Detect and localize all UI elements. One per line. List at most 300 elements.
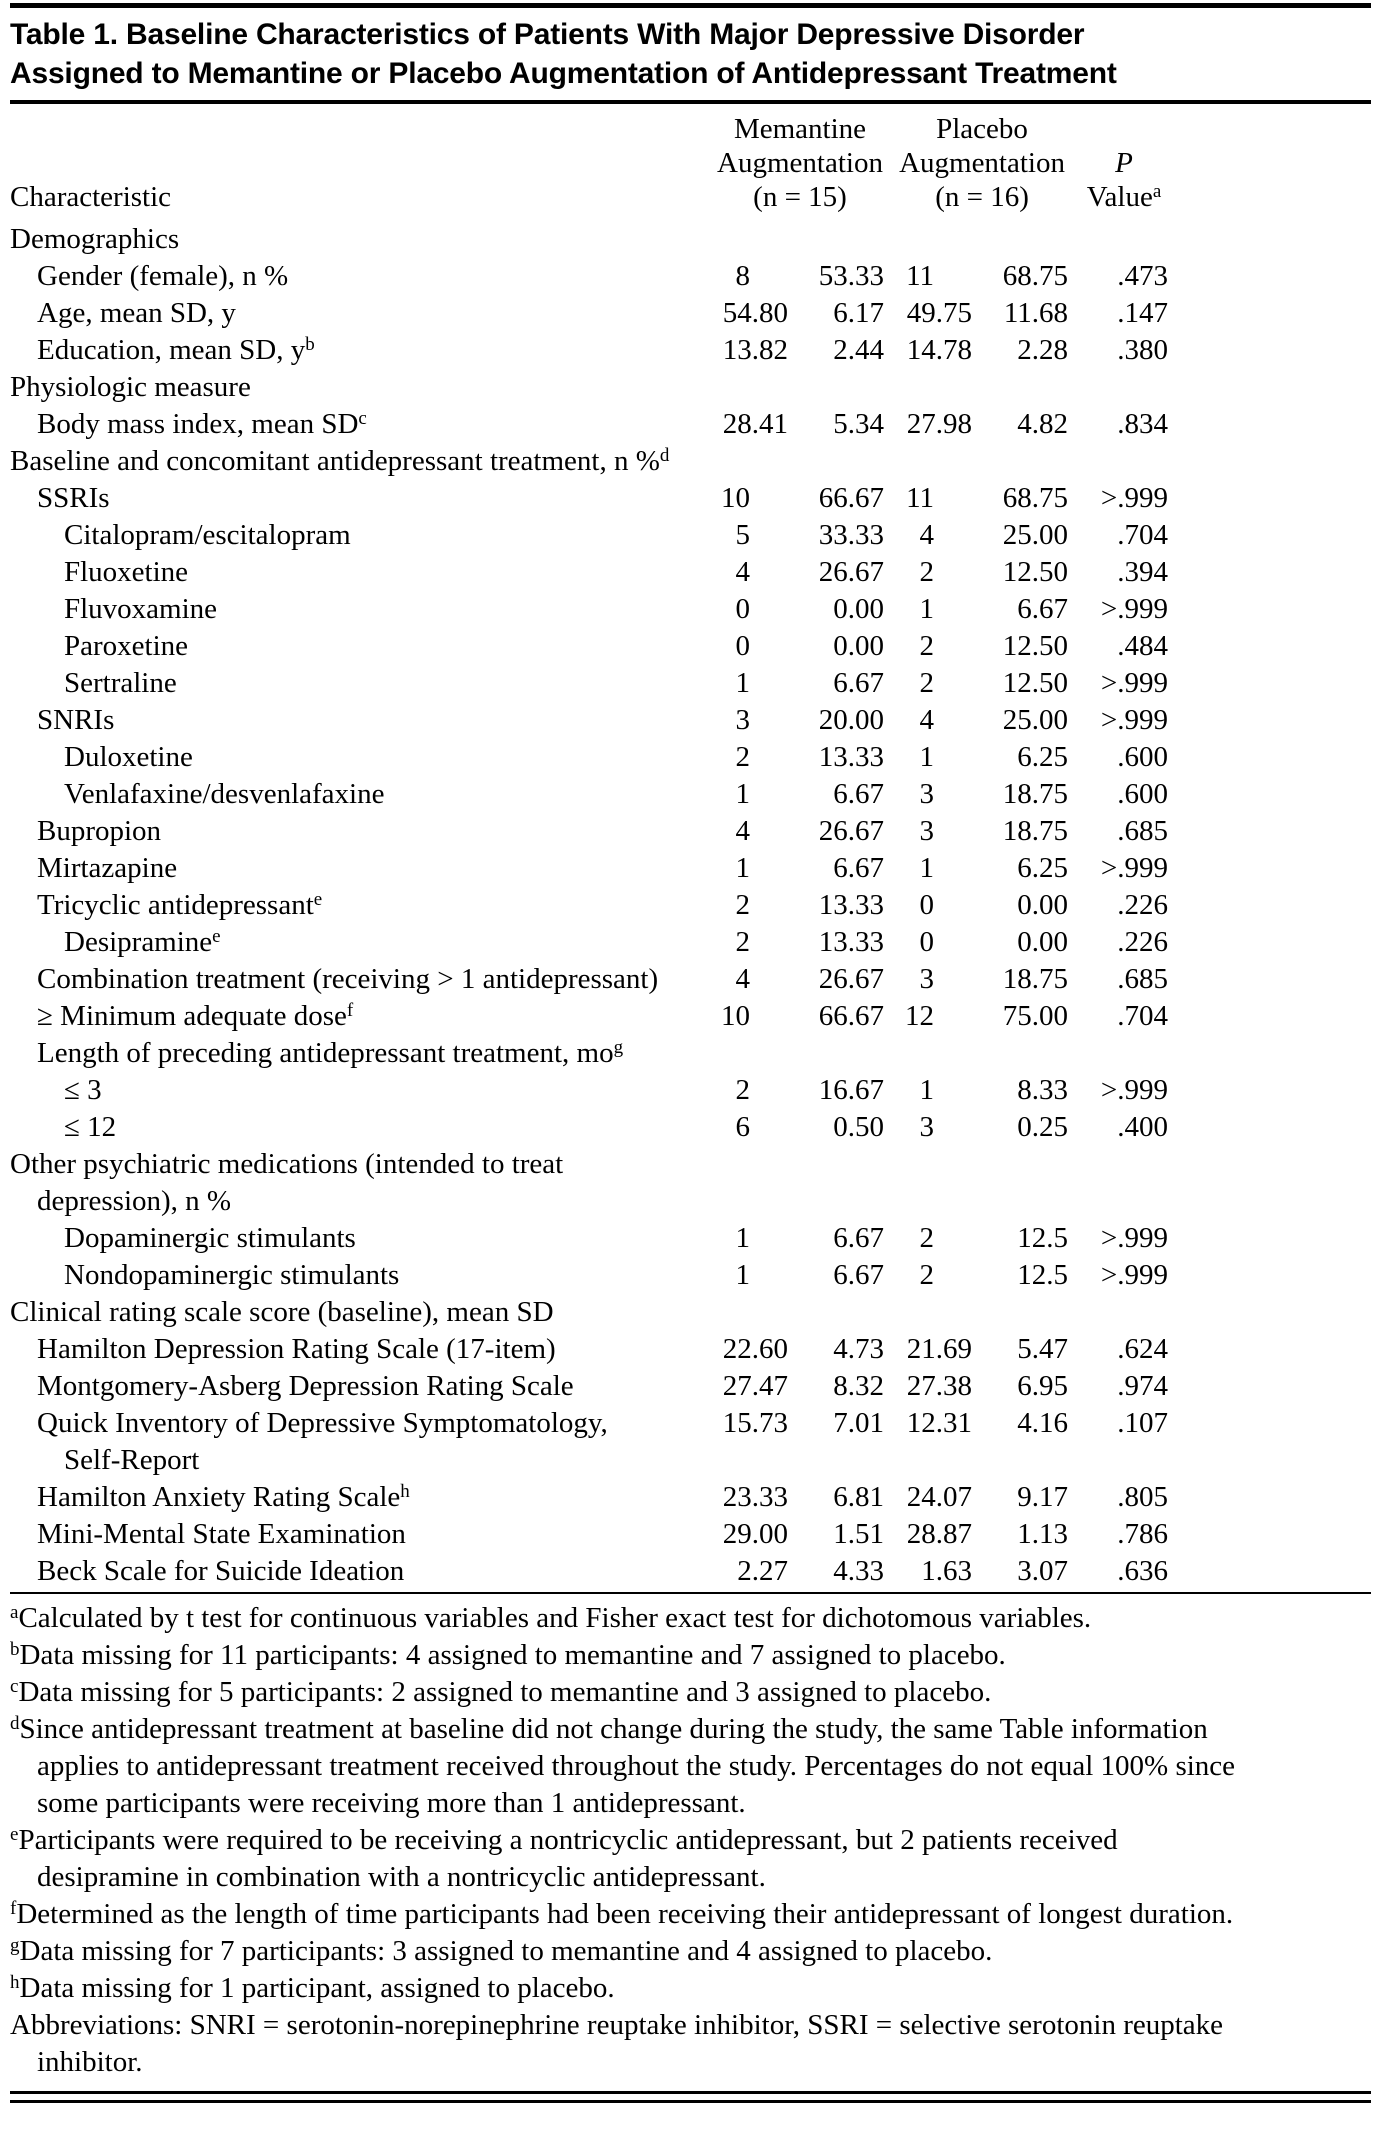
value-cell: 12.5: [1017, 1222, 1069, 1254]
placebo-header-line2: Augmentation: [899, 147, 1065, 179]
value-cell: .685: [1117, 963, 1169, 995]
value-cell: 4.33: [833, 1555, 885, 1587]
table-row: [10, 887, 1174, 924]
value-cell: 0.00: [1017, 889, 1069, 921]
col-header-memantine: [710, 104, 890, 221]
row-label: [10, 1220, 710, 1257]
row-label: [10, 1479, 710, 1516]
value-cell: [794, 443, 890, 480]
value-cell: 10: [721, 482, 750, 514]
value-cell: .226: [1117, 926, 1169, 958]
value-cell: 2: [735, 889, 750, 921]
value-cell: [710, 221, 794, 258]
value-cell: .685: [1117, 815, 1169, 847]
value-cell: 26.67: [818, 556, 885, 588]
footnote-marker: a: [10, 1602, 19, 1624]
row-label: [10, 1072, 710, 1109]
row-label-text: Desipramine: [64, 926, 213, 958]
value-cell: 18.75: [1002, 815, 1069, 847]
footnote-marker: c: [10, 1676, 19, 1698]
row-label-text: Quick Inventory of Depressive Symptomatology,: [37, 1407, 608, 1439]
footnote-marker: c: [358, 408, 367, 430]
value-cell: 26.67: [818, 963, 885, 995]
value-cell: [978, 369, 1074, 406]
footnote: [10, 1822, 1245, 1896]
footnote-text: Calculated by t test for continuous variables and Fisher exact test for dichotomous variables.: [18, 1602, 1092, 1634]
row-label: [10, 406, 710, 443]
row-label: [10, 591, 710, 628]
value-cell: 3: [919, 1111, 935, 1143]
pvalue-header-label: Value: [1086, 181, 1153, 213]
value-cell: 0.25: [1017, 1111, 1069, 1143]
value-cell: .624: [1117, 1333, 1169, 1365]
value-cell: 6.81: [833, 1481, 885, 1513]
value-cell: 11: [906, 482, 935, 514]
value-cell: 27.98: [906, 408, 973, 440]
value-cell: 4: [735, 963, 750, 995]
value-cell: 4.82: [1017, 408, 1069, 440]
value-cell: 0: [919, 926, 935, 958]
value-cell: 29.00: [722, 1518, 788, 1550]
value-cell: 3: [735, 704, 750, 736]
footnote-text: Determined as the length of time participants had been receiving their antidepressant of longest duration.: [16, 1898, 1234, 1930]
value-cell: 5.47: [1017, 1333, 1069, 1365]
value-cell: 27.47: [722, 1370, 788, 1402]
value-cell: [978, 443, 1074, 480]
value-cell: 2: [919, 630, 935, 662]
value-cell: 22.60: [722, 1333, 788, 1365]
value-cell: 28.87: [906, 1518, 973, 1550]
value-cell: .704: [1117, 519, 1169, 551]
value-cell: 2: [919, 1259, 935, 1291]
footnote-text: Data missing for 5 participants: 2 assigned to memantine and 3 assigned to placebo.: [18, 1676, 992, 1708]
value-cell: 12.50: [1002, 667, 1069, 699]
value-cell: 12.50: [1002, 556, 1069, 588]
row-label: [10, 554, 710, 591]
footnote: [10, 1896, 1245, 1933]
value-cell: 68.75: [1002, 482, 1069, 514]
table-row: [10, 1035, 1174, 1072]
value-cell: .394: [1117, 556, 1169, 588]
row-label: [10, 665, 710, 702]
value-cell: 1: [919, 852, 935, 884]
row-label-text: Hamilton Anxiety Rating Scale: [37, 1481, 401, 1513]
value-cell: .786: [1117, 1518, 1169, 1550]
value-cell: 6.95: [1017, 1370, 1069, 1402]
row-label-continuation: depression), n %: [37, 1185, 232, 1217]
value-cell: 13.33: [818, 741, 885, 773]
row-label-text: Venlafaxine/desvenlafaxine: [64, 778, 385, 810]
table-row: [10, 1516, 1174, 1553]
value-cell: 5: [735, 519, 750, 551]
table-row: [10, 480, 1174, 517]
row-label: [10, 221, 710, 258]
row-label: [10, 1035, 710, 1072]
value-cell: .974: [1117, 1370, 1169, 1402]
value-cell: [794, 1294, 890, 1331]
row-label-text: Demographics: [10, 223, 180, 255]
row-label-text: Dopaminergic stimulants: [64, 1222, 356, 1254]
row-label: [10, 887, 710, 924]
footnote: [10, 1600, 1245, 1637]
table-row: [10, 776, 1174, 813]
value-cell: .805: [1117, 1481, 1169, 1513]
row-label-text: Baseline and concomitant antidepressant treatment, n %: [10, 445, 660, 477]
value-cell: .834: [1117, 408, 1169, 440]
value-cell: [978, 1035, 1074, 1072]
value-cell: 18.75: [1002, 778, 1069, 810]
table-row: [10, 813, 1174, 850]
table-row: [10, 406, 1174, 443]
col-header-characteristic-label: Characteristic: [10, 181, 172, 213]
row-label: [10, 702, 710, 739]
table-row: [10, 665, 1174, 702]
table-row: [10, 517, 1174, 554]
table-row: [10, 258, 1174, 295]
footnote-text: Since antidepressant treatment at baseline did not change during the study, the same Table information applies to antidepressant treatment received throughout the study. Percentages do not equal 100% since some participants were receiving more than 1 antidepressant.: [19, 1713, 1236, 1819]
table-row: [10, 1479, 1174, 1516]
table-title-line1: Table 1. Baseline Characteristics of Patients With Major Depressive Disorder: [10, 18, 1085, 51]
value-cell: 1: [735, 778, 750, 810]
value-cell: 4.16: [1017, 1407, 1069, 1439]
table-row: [10, 739, 1174, 776]
value-cell: 1: [919, 593, 935, 625]
row-label: [10, 739, 710, 776]
value-cell: 1: [735, 1259, 750, 1291]
value-cell: [710, 1294, 794, 1331]
row-label: [10, 295, 710, 332]
value-cell: 1.51: [833, 1518, 885, 1550]
table-row: [10, 591, 1174, 628]
value-cell: 75.00: [1002, 1000, 1069, 1032]
footnote: [10, 1637, 1245, 1674]
value-cell: [1074, 1294, 1174, 1331]
value-cell: 2: [735, 926, 750, 958]
value-cell: 3: [919, 778, 935, 810]
memantine-header-line2: Augmentation: [717, 147, 883, 179]
value-cell: [710, 1146, 794, 1220]
value-cell: .147: [1117, 297, 1169, 329]
table-row: [10, 628, 1174, 665]
row-label: [10, 1553, 710, 1590]
table-row: [10, 1368, 1174, 1405]
value-cell: 1.13: [1017, 1518, 1069, 1550]
row-label-text: SSRIs: [37, 482, 110, 514]
row-label: [10, 1331, 710, 1368]
value-cell: [794, 221, 890, 258]
table-row: [10, 1257, 1174, 1294]
table-row: [10, 850, 1174, 887]
row-label-text: ≥ Minimum adequate dose: [37, 1000, 347, 1032]
value-cell: 1: [735, 1222, 750, 1254]
value-cell: 21.69: [906, 1333, 973, 1365]
value-cell: 2.27: [737, 1555, 788, 1587]
row-label-text: Physiologic measure: [10, 371, 251, 403]
footnote-marker: f: [346, 1000, 354, 1022]
value-cell: [890, 369, 978, 406]
table-row: [10, 295, 1174, 332]
row-label: [10, 1257, 710, 1294]
value-cell: 28.41: [722, 408, 788, 440]
value-cell: 6.67: [833, 667, 885, 699]
value-cell: [890, 1146, 978, 1220]
value-cell: 33.33: [818, 519, 885, 551]
value-cell: 2: [735, 741, 750, 773]
row-label-text: Paroxetine: [64, 630, 189, 662]
value-cell: 25.00: [1002, 519, 1069, 551]
value-cell: 8.33: [1017, 1074, 1069, 1106]
footnote-marker: d: [10, 1713, 20, 1735]
top-rule: [10, 3, 1371, 8]
value-cell: 49.75: [906, 297, 973, 329]
row-label: [10, 813, 710, 850]
footnote-text: Data missing for 1 participant, assigned to placebo.: [19, 1972, 615, 2004]
value-cell: [1074, 221, 1174, 258]
value-cell: >.999: [1100, 1074, 1169, 1106]
value-cell: 20.00: [818, 704, 885, 736]
table-row: [10, 554, 1174, 591]
value-cell: 3: [919, 815, 935, 847]
value-cell: 9.17: [1017, 1481, 1069, 1513]
value-cell: 0.50: [833, 1111, 885, 1143]
row-label-text: Other psychiatric medications (intended to treat: [10, 1148, 564, 1180]
value-cell: 2.44: [833, 334, 885, 366]
row-label: [10, 998, 710, 1035]
value-cell: [1074, 369, 1174, 406]
value-cell: 12.31: [906, 1407, 973, 1439]
table-row: [10, 1109, 1174, 1146]
row-label-text: Montgomery-Asberg Depression Rating Scale: [37, 1370, 574, 1402]
value-cell: [890, 1035, 978, 1072]
header-row: [10, 104, 1174, 221]
value-cell: 12: [905, 1000, 935, 1032]
value-cell: 14.78: [906, 334, 973, 366]
table-row: [10, 1405, 1174, 1479]
value-cell: 6.67: [833, 1222, 885, 1254]
row-label-text: Mirtazapine: [37, 852, 178, 884]
table-body: [10, 221, 1174, 1590]
value-cell: 6.67: [833, 852, 885, 884]
value-cell: 7.01: [833, 1407, 885, 1439]
value-cell: 11.68: [1003, 297, 1069, 329]
value-cell: 5.34: [833, 408, 885, 440]
row-label: [10, 1294, 710, 1331]
footnote-marker: h: [400, 1481, 410, 1503]
row-label: [10, 1516, 710, 1553]
value-cell: 1: [735, 852, 750, 884]
row-label-text: Hamilton Depression Rating Scale (17-item): [37, 1333, 556, 1365]
value-cell: 53.33: [818, 260, 885, 292]
value-cell: 2.28: [1017, 334, 1069, 366]
pvalue-footnote-marker: a: [1152, 181, 1162, 203]
value-cell: [710, 369, 794, 406]
footnote: [10, 1933, 1245, 1970]
value-cell: [978, 1146, 1074, 1220]
row-label-text: Fluoxetine: [64, 556, 189, 588]
value-cell: 0: [735, 630, 750, 662]
row-label: [10, 850, 710, 887]
value-cell: .600: [1117, 778, 1169, 810]
value-cell: >.999: [1100, 482, 1169, 514]
value-cell: 4.73: [833, 1333, 885, 1365]
section-row: [10, 1294, 1174, 1331]
pvalue-header-line1: P: [1115, 147, 1133, 179]
baseline-characteristics-table: [10, 104, 1174, 1590]
value-cell: .484: [1117, 630, 1169, 662]
footnote-marker: e: [313, 889, 323, 911]
row-label-text: Education, mean SD, y: [37, 334, 306, 366]
row-label: [10, 628, 710, 665]
footnote-text: Data missing for 11 participants: 4 assigned to memantine and 7 assigned to placebo.: [19, 1639, 1006, 1671]
value-cell: 23.33: [722, 1481, 788, 1513]
value-cell: 10: [721, 1000, 750, 1032]
value-cell: 15.73: [722, 1407, 788, 1439]
row-label: [10, 480, 710, 517]
value-cell: >.999: [1100, 667, 1169, 699]
value-cell: >.999: [1100, 593, 1169, 625]
row-label-text: SNRIs: [37, 704, 115, 736]
value-cell: [1074, 1035, 1174, 1072]
row-label: [10, 443, 710, 480]
table-title-line2: Assigned to Memantine or Placebo Augmentation of Antidepressant Treatment: [10, 57, 1117, 90]
value-cell: 1: [919, 741, 935, 773]
row-label-text: Age, mean SD, y: [37, 297, 236, 329]
value-cell: [1074, 443, 1174, 480]
row-label-continuation: Self-Report: [64, 1444, 200, 1476]
value-cell: [794, 1035, 890, 1072]
row-label: [10, 1146, 710, 1220]
row-label-text: ≤ 3: [64, 1074, 102, 1106]
pvalue-header-line2: [1074, 180, 1174, 214]
value-cell: 6.25: [1017, 852, 1069, 884]
value-cell: 25.00: [1002, 704, 1069, 736]
footnote-marker: b: [305, 334, 315, 356]
table-header: [10, 104, 1174, 221]
value-cell: 13.82: [722, 334, 788, 366]
placebo-header-line1: Placebo: [936, 113, 1028, 145]
value-cell: 8: [735, 260, 750, 292]
row-label: [10, 924, 710, 961]
value-cell: 66.67: [818, 1000, 885, 1032]
footnote-text: Participants were required to be receiving a nontricyclic antidepressant, but 2 patients received desipramine in combination with a nontricyclic antidepressant.: [18, 1824, 1118, 1893]
value-cell: 0: [919, 889, 935, 921]
section-row: [10, 1146, 1174, 1220]
row-label-text: Mini-Mental State Examination: [37, 1518, 406, 1550]
value-cell: 24.07: [906, 1481, 973, 1513]
table-title: [10, 15, 1371, 93]
row-label-text: Bupropion: [37, 815, 162, 847]
table-row: [10, 961, 1174, 998]
value-cell: 4: [735, 815, 750, 847]
value-cell: .400: [1117, 1111, 1169, 1143]
value-cell: 4: [919, 704, 935, 736]
table-row: [10, 1220, 1174, 1257]
footnote: [10, 2007, 1245, 2081]
value-cell: 2: [735, 1074, 750, 1106]
memantine-header-line3: (n = 15): [753, 181, 847, 213]
row-label-text: Combination treatment (receiving > 1 antidepressant): [37, 963, 659, 995]
value-cell: 66.67: [818, 482, 885, 514]
footnote-marker: b: [10, 1639, 20, 1661]
footnote-marker: d: [659, 445, 670, 467]
bottom-double-rule: [10, 2091, 1371, 2103]
table-row: [10, 702, 1174, 739]
section-row: [10, 369, 1174, 406]
row-label: [10, 1405, 710, 1479]
footnote: [10, 1674, 1245, 1711]
value-cell: 6.25: [1017, 741, 1069, 773]
row-label: [10, 776, 710, 813]
col-header-pvalue: [1074, 104, 1174, 221]
row-label-text: Clinical rating scale score (baseline), mean SD: [10, 1296, 554, 1328]
value-cell: .636: [1117, 1555, 1169, 1587]
row-label: [10, 1109, 710, 1146]
footnote-marker: g: [613, 1037, 624, 1059]
value-cell: 27.38: [906, 1370, 973, 1402]
value-cell: 6.17: [833, 297, 885, 329]
row-label-text: ≤ 12: [64, 1111, 117, 1143]
value-cell: 11: [906, 260, 935, 292]
col-header-characteristic: [10, 104, 710, 221]
table-row: [10, 1331, 1174, 1368]
value-cell: 6.67: [833, 778, 885, 810]
value-cell: 0.00: [833, 593, 885, 625]
value-cell: [710, 443, 794, 480]
table-row: [10, 1072, 1174, 1109]
footnote-marker: e: [10, 1824, 19, 1846]
value-cell: 68.75: [1002, 260, 1069, 292]
value-cell: 16.67: [818, 1074, 885, 1106]
bottom-rule-2: [10, 2100, 1371, 2103]
value-cell: 13.33: [818, 889, 885, 921]
value-cell: [978, 221, 1074, 258]
value-cell: [794, 1146, 890, 1220]
table-row: [10, 998, 1174, 1035]
value-cell: 4: [735, 556, 750, 588]
footnote-text: Abbreviations: SNRI = serotonin-norepinephrine reuptake inhibitor, SSRI = selective serotonin reuptake inhibitor.: [10, 2009, 1224, 2078]
row-label-text: Tricyclic antidepressant: [37, 889, 314, 921]
value-cell: 4: [919, 519, 935, 551]
row-label: [10, 369, 710, 406]
value-cell: 6: [735, 1111, 750, 1143]
row-label-text: Length of preceding antidepressant treatment, mo: [37, 1037, 614, 1069]
value-cell: [978, 1294, 1074, 1331]
row-label: [10, 332, 710, 369]
value-cell: 54.80: [722, 297, 788, 329]
value-cell: [794, 369, 890, 406]
value-cell: >.999: [1100, 704, 1169, 736]
value-cell: 3.07: [1017, 1555, 1069, 1587]
value-cell: [890, 1294, 978, 1331]
value-cell: .600: [1117, 741, 1169, 773]
value-cell: .226: [1117, 889, 1169, 921]
row-label: [10, 258, 710, 295]
value-cell: 3: [919, 963, 935, 995]
row-label-text: Duloxetine: [64, 741, 193, 773]
value-cell: [890, 443, 978, 480]
col-header-placebo: [890, 104, 1074, 221]
row-label-text: Gender (female), n %: [37, 260, 289, 292]
value-cell: .380: [1117, 334, 1169, 366]
value-cell: .704: [1117, 1000, 1169, 1032]
value-cell: 1: [919, 1074, 935, 1106]
memantine-header-line1: Memantine: [733, 113, 867, 145]
value-cell: 12.50: [1002, 630, 1069, 662]
footnote-marker: g: [10, 1935, 20, 1957]
footnote-marker: e: [212, 926, 221, 948]
value-cell: 8.32: [833, 1370, 885, 1402]
value-cell: 2: [919, 667, 935, 699]
